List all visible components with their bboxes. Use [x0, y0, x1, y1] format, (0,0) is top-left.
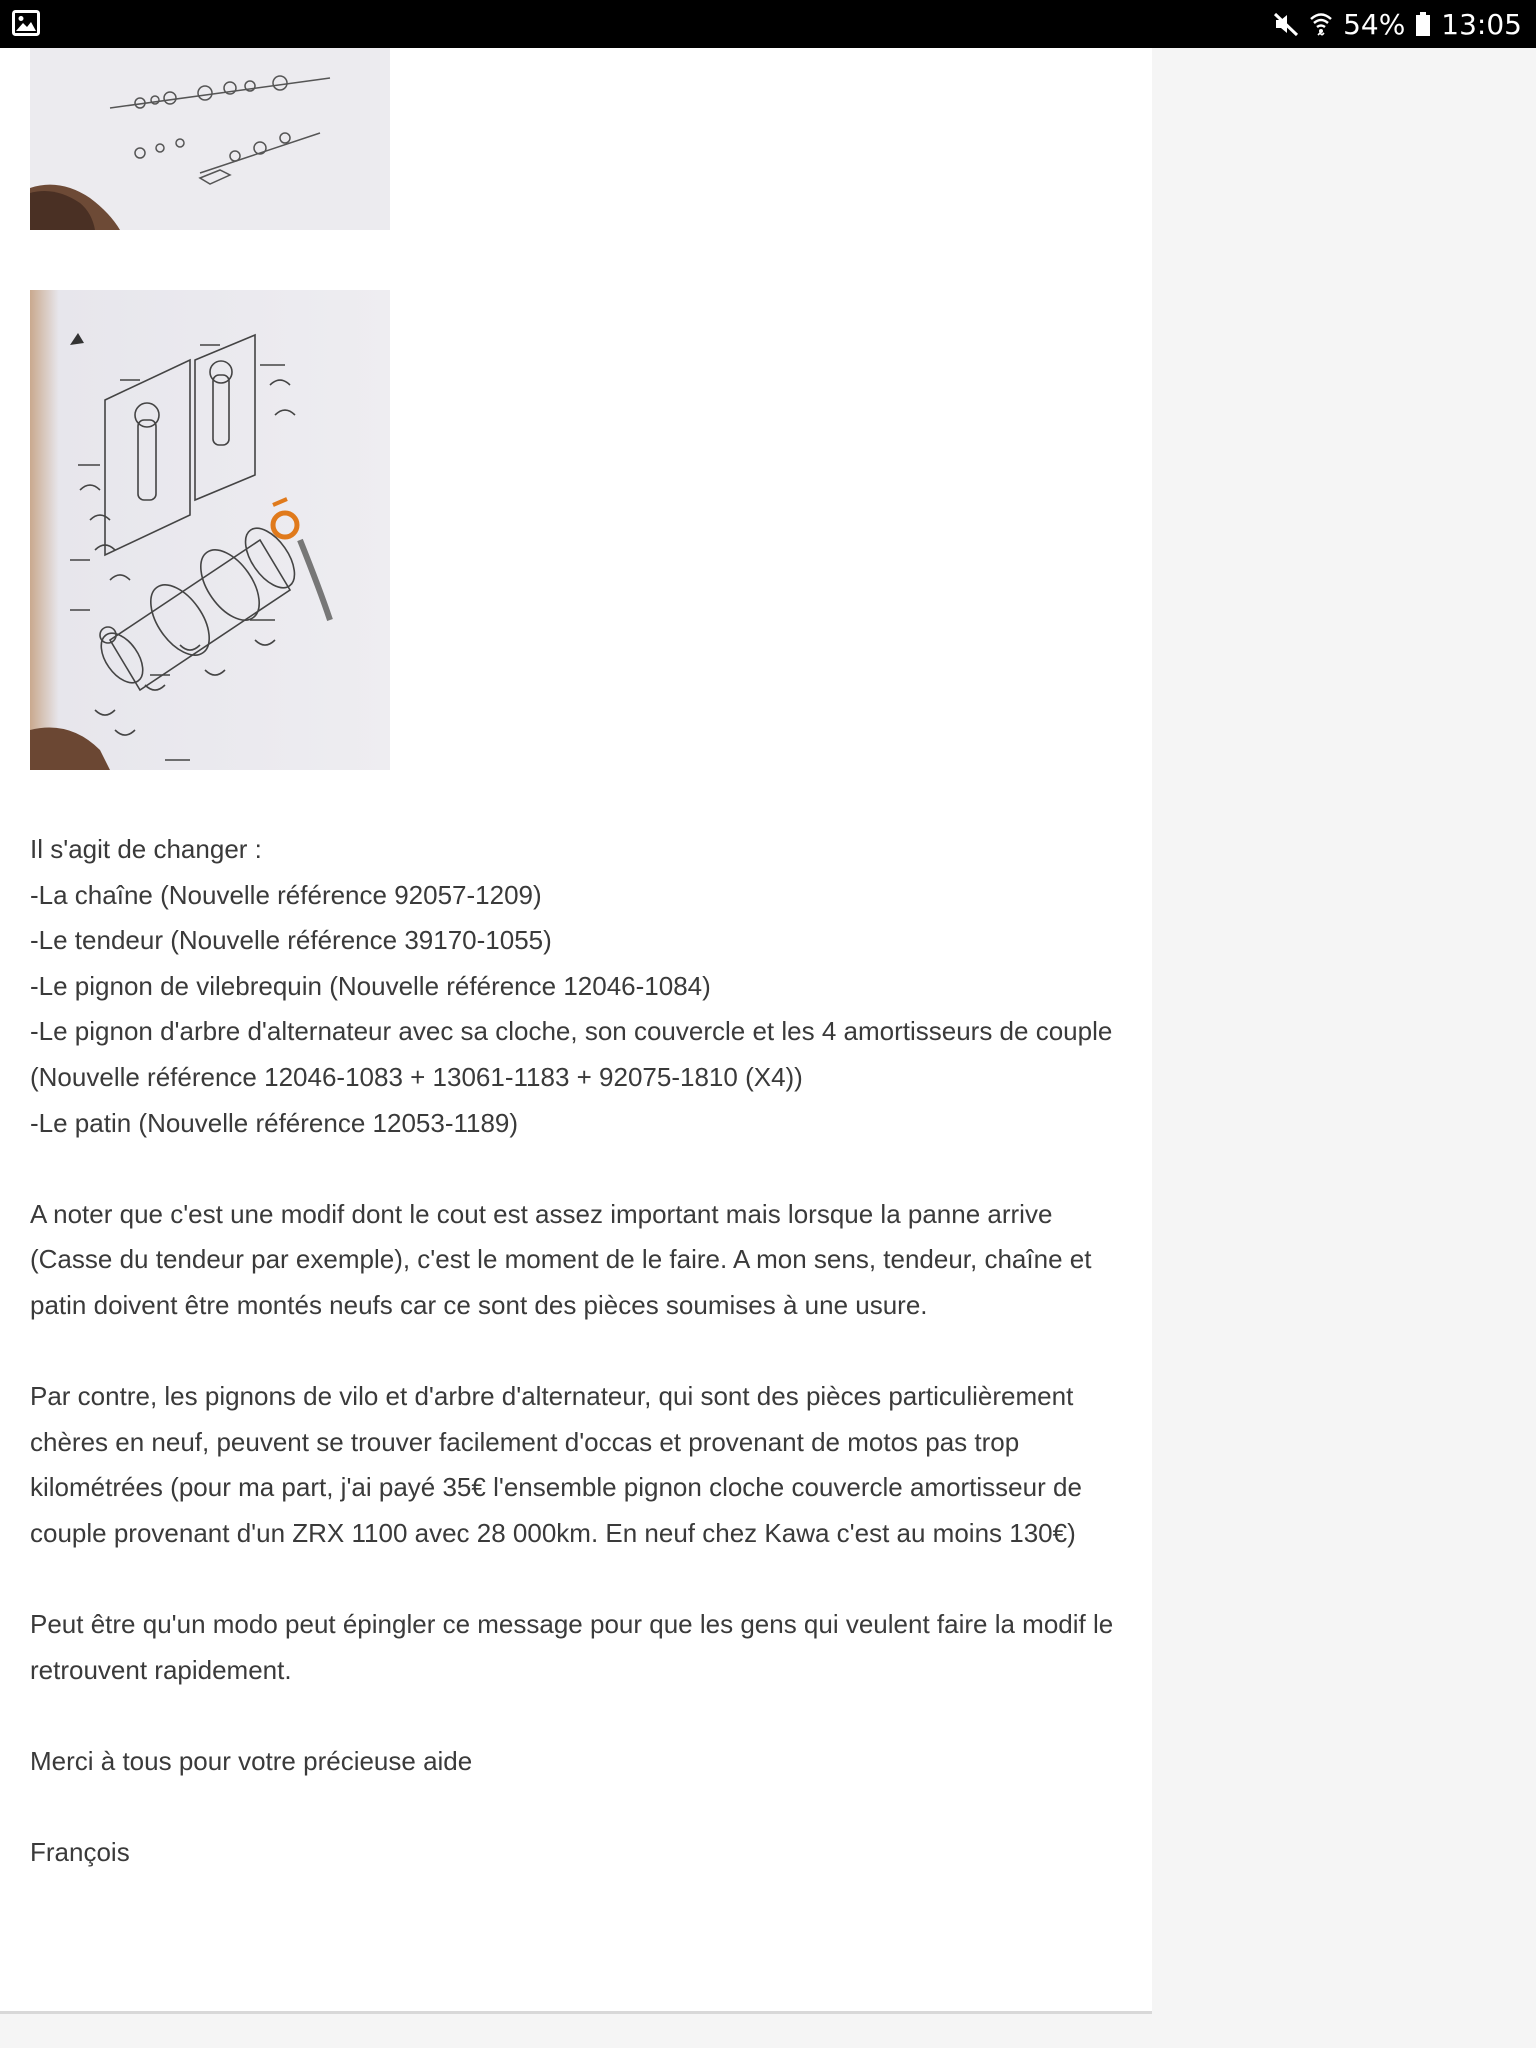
battery-icon [1415, 11, 1431, 37]
battery-percent: 54% [1343, 7, 1406, 41]
list-item: -Le pignon d'arbre d'alternateur avec sa cloche, son couvercle et les 4 amortisseurs de couple (Nouvelle référence 12046-1083 + 13061-1183 + 92075-1810 (X4)) [30, 1016, 1113, 1092]
mute-icon [1273, 11, 1299, 37]
list-item: -Le pignon de vilebrequin (Nouvelle référence 12046-1084) [30, 970, 711, 1001]
parts-list [30, 827, 1130, 1146]
clock: 13:05 [1441, 7, 1522, 41]
wifi-icon [1309, 11, 1333, 37]
gallery-icon [12, 10, 40, 41]
post-body [30, 827, 1130, 1921]
right-margin [1152, 48, 1536, 2048]
list-item: -Le patin (Nouvelle référence 12053-1189) [30, 1107, 519, 1138]
parts-diagram-photo-2[interactable] [30, 290, 390, 770]
signature: François [30, 1837, 130, 1868]
paragraph-pin-request: Peut être qu'un modo peut épingler ce message pour que les gens qui veulent faire la modif le retrouvent rapidement. [30, 1609, 1114, 1685]
parts-diagram-photo-1[interactable] [30, 48, 390, 230]
list-item: -Le tendeur (Nouvelle référence 39170-1055) [30, 925, 552, 956]
paragraph-used-parts: Par contre, les pignons de vilo et d'arbre d'alternateur, qui sont des pièces particulièrement chères en neuf, peuvent se trouver facilement d'occas et provenant de motos pas trop kilométrées (pour ma part, j'ai payé 35€ l'ensemble pignon cloche couvercle amortisseur de couple provenant d'un ZRX 1100 avec 28 000km. En neuf chez Kawa c'est au moins 130€) [30, 1381, 1082, 1548]
thanks-line: Merci à tous pour votre précieuse aide [30, 1745, 473, 1776]
forum-post-content [0, 48, 1152, 2012]
footer-divider [0, 2011, 1152, 2014]
post-intro: Il s'agit de changer : [30, 834, 262, 864]
list-item: -La chaîne (Nouvelle référence 92057-1209) [30, 879, 542, 910]
paragraph-cost-note: A noter que c'est une modif dont le cout est assez important mais lorsque la panne arrive (Casse du tendeur par exemple), c'est le moment de le faire. A mon sens, tendeur, chaîne et patin doivent être montés neufs car ce sont des pièces soumises à une usure. [30, 1198, 1092, 1320]
status-bar [0, 0, 1536, 48]
